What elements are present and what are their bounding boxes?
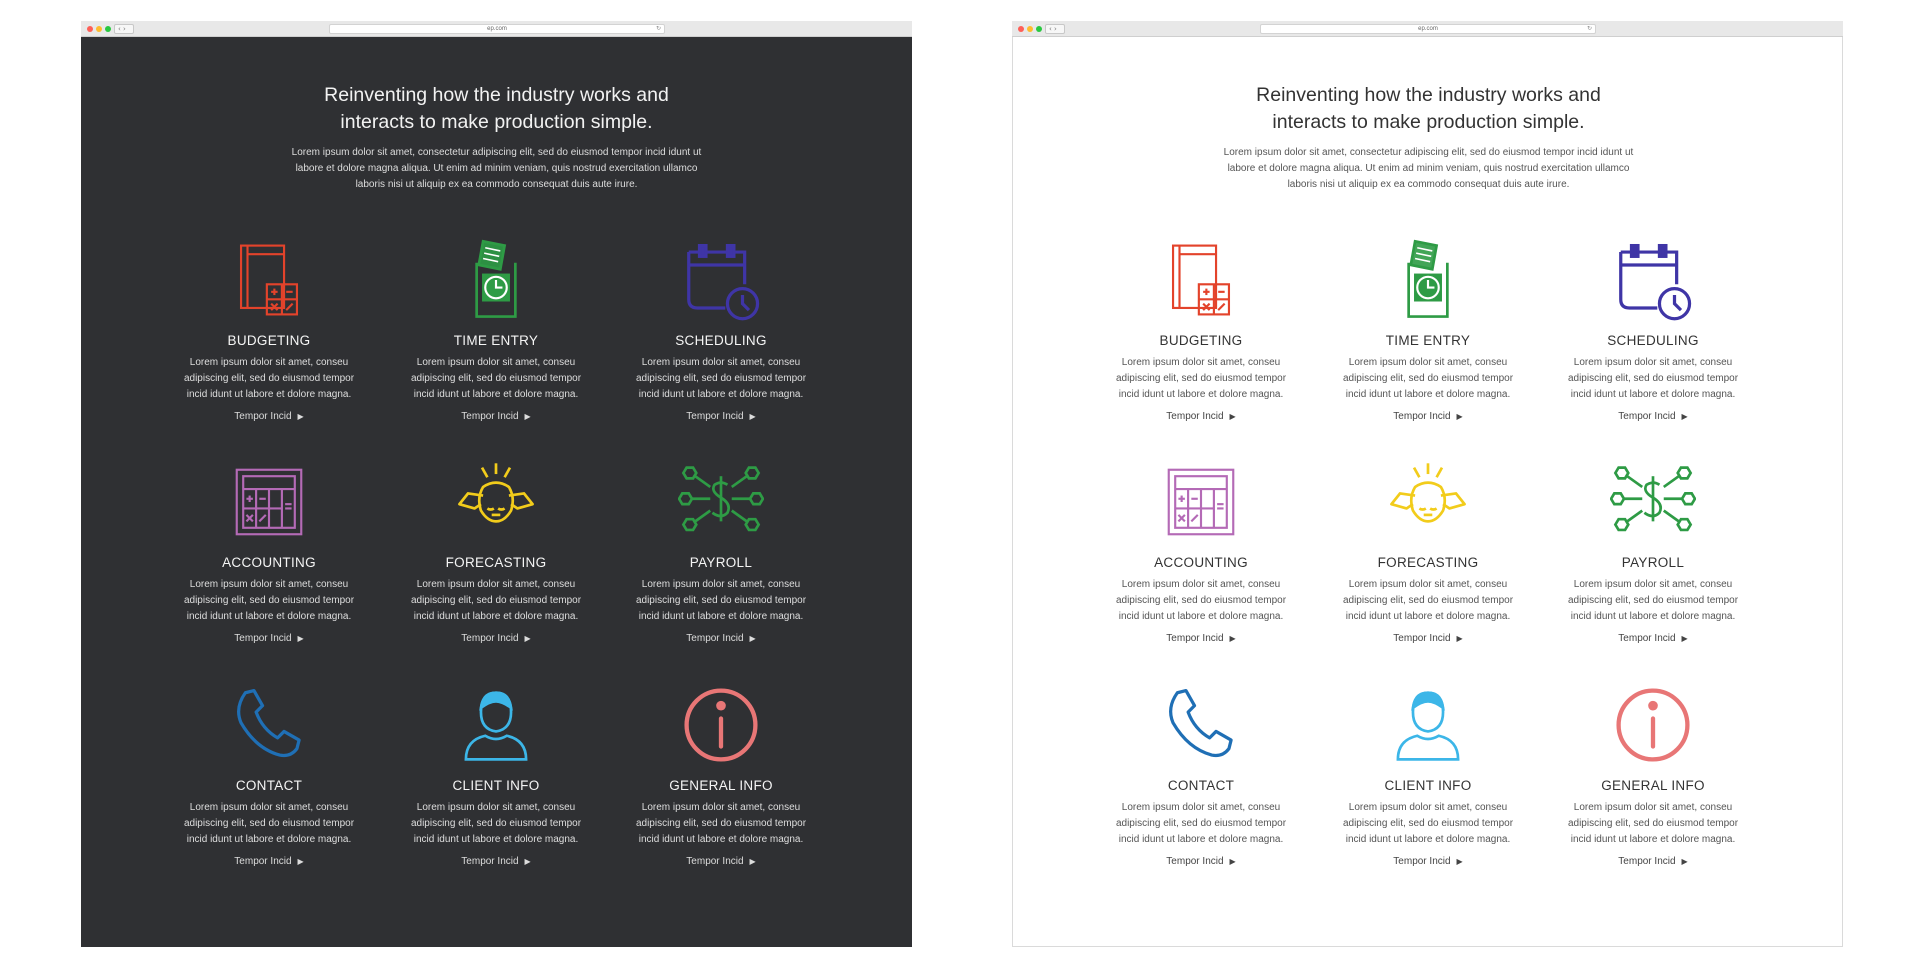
feature-link-label: Tempor Incid — [461, 856, 519, 867]
feature-link[interactable] — [461, 856, 530, 867]
feature-link[interactable] — [461, 411, 530, 422]
hero-line-2: interacts to make production simple. — [340, 111, 653, 133]
play-arrow-icon: ▶ — [749, 857, 756, 866]
feature-description: Lorem ipsum dolor sit amet, conseu adipiscing elit, sed do eiusmod tempor incid idunt ut labore et dolore magna. — [183, 802, 355, 845]
feature-description: Lorem ipsum dolor sit amet, conseu adipiscing elit, sed do eiusmod tempor incid idunt ut labore et dolore magna. — [635, 802, 807, 845]
browser-toolbar — [81, 21, 912, 37]
feature-card-client-info — [1333, 682, 1523, 869]
play-arrow-icon: ▶ — [1229, 412, 1236, 421]
url-text: ep.com — [1418, 26, 1438, 32]
play-arrow-icon: ▶ — [297, 412, 304, 421]
play-arrow-icon: ▶ — [749, 634, 756, 643]
feature-card-budgeting — [1106, 237, 1296, 424]
feature-card-accounting — [174, 459, 364, 646]
calendar-clock-icon — [678, 237, 764, 323]
address-bar[interactable] — [329, 24, 665, 34]
minimize-window-button[interactable] — [1027, 26, 1033, 32]
feature-title: TIME ENTRY — [453, 333, 539, 348]
feature-title: BUDGETING — [227, 333, 311, 348]
minimize-window-button[interactable] — [96, 26, 102, 32]
feature-link-label: Tempor Incid — [686, 856, 744, 867]
feature-description: Lorem ipsum dolor sit amet, conseu adipiscing elit, sed do eiusmod tempor incid idunt ut labore et dolore magna. — [1115, 802, 1287, 845]
play-arrow-icon: ▶ — [524, 857, 531, 866]
user-icon — [453, 682, 539, 768]
feature-title: CLIENT INFO — [452, 778, 540, 793]
play-arrow-icon: ▶ — [524, 634, 531, 643]
feature-description: Lorem ipsum dolor sit amet, conseu adipiscing elit, sed do eiusmod tempor incid idunt ut labore et dolore magna. — [1567, 802, 1739, 845]
feature-title: GENERAL INFO — [1601, 778, 1705, 793]
feature-link-label: Tempor Incid — [1393, 856, 1451, 867]
play-arrow-icon: ▶ — [1456, 634, 1463, 643]
feature-card-contact — [174, 682, 364, 869]
feature-link-label: Tempor Incid — [1618, 411, 1676, 422]
back-icon[interactable]: ‹ — [118, 25, 121, 33]
play-arrow-icon: ▶ — [1456, 857, 1463, 866]
feature-card-time-entry — [401, 237, 591, 424]
feature-link[interactable] — [686, 856, 755, 867]
play-arrow-icon: ▶ — [1229, 634, 1236, 643]
play-arrow-icon: ▶ — [524, 412, 531, 421]
feature-card-scheduling — [1558, 237, 1748, 424]
feature-link-label: Tempor Incid — [1393, 633, 1451, 644]
feature-description: Lorem ipsum dolor sit amet, conseu adipiscing elit, sed do eiusmod tempor incid idunt ut labore et dolore magna. — [410, 357, 582, 400]
feature-link[interactable] — [1393, 856, 1462, 867]
feature-link[interactable] — [1166, 633, 1235, 644]
forward-icon[interactable]: › — [1054, 25, 1057, 33]
maximize-window-button[interactable] — [105, 26, 111, 32]
calendar-clock-icon — [1610, 237, 1696, 323]
feature-link-label: Tempor Incid — [234, 856, 292, 867]
feature-link[interactable] — [234, 411, 303, 422]
user-icon — [1385, 682, 1471, 768]
hero-line-2: interacts to make production simple. — [1272, 111, 1585, 133]
feature-card-payroll — [626, 459, 816, 646]
feature-description: Lorem ipsum dolor sit amet, conseu adipiscing elit, sed do eiusmod tempor incid idunt ut labore et dolore magna. — [1567, 357, 1739, 400]
feature-link-label: Tempor Incid — [234, 633, 292, 644]
play-arrow-icon: ▶ — [1456, 412, 1463, 421]
dollar-network-icon — [678, 459, 764, 545]
feature-description: Lorem ipsum dolor sit amet, conseu adipiscing elit, sed do eiusmod tempor incid idunt ut labore et dolore magna. — [1342, 802, 1514, 845]
hero-line-1: Reinventing how the industry works and — [324, 84, 669, 106]
feature-card-contact — [1106, 682, 1296, 869]
feature-link[interactable] — [461, 633, 530, 644]
feature-link[interactable] — [686, 633, 755, 644]
feature-link-label: Tempor Incid — [1393, 411, 1451, 422]
feature-card-accounting — [1106, 459, 1296, 646]
play-arrow-icon: ▶ — [297, 634, 304, 643]
feature-title: FORECASTING — [445, 555, 547, 570]
feature-description: Lorem ipsum dolor sit amet, conseu adipiscing elit, sed do eiusmod tempor incid idunt ut labore et dolore magna. — [1115, 579, 1287, 622]
hero-intro: Lorem ipsum dolor sit amet, consectetur adipiscing elit, sed do eiusmod tempor incid idunt ut labore et dolore magna aliqua. Ut enim ad minim veniam, quis nostrud exercitation ullamco laboris nisi ut aliquip ex ea commodo consequat duis aute irure. — [1223, 147, 1634, 190]
feature-card-scheduling — [626, 237, 816, 424]
back-forward-buttons[interactable] — [1045, 24, 1065, 34]
feature-title: ACCOUNTING — [1154, 555, 1248, 570]
feature-description: Lorem ipsum dolor sit amet, conseu adipiscing elit, sed do eiusmod tempor incid idunt ut labore et dolore magna. — [183, 579, 355, 622]
feature-link[interactable] — [1618, 411, 1687, 422]
feature-title: FORECASTING — [1377, 555, 1479, 570]
close-window-button[interactable] — [87, 26, 93, 32]
feature-title: PAYROLL — [689, 555, 753, 570]
play-arrow-icon: ▶ — [1681, 634, 1688, 643]
feature-card-time-entry — [1333, 237, 1523, 424]
hero-headline — [81, 82, 912, 136]
feature-description: Lorem ipsum dolor sit amet, conseu adipiscing elit, sed do eiusmod tempor incid idunt ut labore et dolore magna. — [1567, 579, 1739, 622]
feature-link-label: Tempor Incid — [1166, 856, 1224, 867]
feature-link[interactable] — [1166, 411, 1235, 422]
feature-description: Lorem ipsum dolor sit amet, conseu adipiscing elit, sed do eiusmod tempor incid idunt ut labore et dolore magna. — [410, 579, 582, 622]
feature-description: Lorem ipsum dolor sit amet, conseu adipiscing elit, sed do eiusmod tempor incid idunt ut labore et dolore magna. — [635, 357, 807, 400]
hero-line-1: Reinventing how the industry works and — [1256, 84, 1601, 106]
budget-book-calculator-icon — [1158, 237, 1244, 323]
play-arrow-icon: ▶ — [297, 857, 304, 866]
feature-title: ACCOUNTING — [222, 555, 316, 570]
feature-link[interactable] — [1393, 411, 1462, 422]
play-arrow-icon: ▶ — [1681, 412, 1688, 421]
feature-card-client-info — [401, 682, 591, 869]
feature-card-general-info — [626, 682, 816, 869]
feature-card-general-info — [1558, 682, 1748, 869]
feature-description: Lorem ipsum dolor sit amet, conseu adipiscing elit, sed do eiusmod tempor incid idunt ut labore et dolore magna. — [635, 579, 807, 622]
info-icon — [1610, 682, 1696, 768]
page-content — [1012, 37, 1843, 947]
reload-icon[interactable]: ↻ — [1586, 25, 1592, 32]
feature-title: CLIENT INFO — [1384, 778, 1472, 793]
reload-icon[interactable]: ↻ — [655, 25, 661, 32]
play-arrow-icon: ▶ — [749, 412, 756, 421]
feature-card-forecasting — [401, 459, 591, 646]
page-content — [81, 37, 912, 947]
feature-link[interactable] — [234, 856, 303, 867]
feature-link[interactable] — [1618, 633, 1687, 644]
thinking-head-icon — [1385, 459, 1471, 545]
feature-title: PAYROLL — [1621, 555, 1685, 570]
timesheet-clock-icon — [453, 237, 539, 323]
play-arrow-icon: ▶ — [1681, 857, 1688, 866]
feature-description: Lorem ipsum dolor sit amet, conseu adipiscing elit, sed do eiusmod tempor incid idunt ut labore et dolore magna. — [1342, 357, 1514, 400]
browser-window-dark — [81, 21, 912, 947]
feature-link-label: Tempor Incid — [1618, 856, 1676, 867]
timesheet-clock-icon — [1385, 237, 1471, 323]
play-arrow-icon: ▶ — [1229, 857, 1236, 866]
feature-title: BUDGETING — [1159, 333, 1243, 348]
close-window-button[interactable] — [1018, 26, 1024, 32]
feature-link[interactable] — [234, 633, 303, 644]
browser-window-light — [1012, 21, 1843, 947]
dollar-network-icon — [1610, 459, 1696, 545]
info-icon — [678, 682, 764, 768]
feature-description: Lorem ipsum dolor sit amet, conseu adipiscing elit, sed do eiusmod tempor incid idunt ut labore et dolore magna. — [1115, 357, 1287, 400]
calculator-icon — [226, 459, 312, 545]
address-bar[interactable] — [1260, 24, 1596, 34]
hero-headline — [1013, 82, 1844, 136]
feature-link-label: Tempor Incid — [686, 411, 744, 422]
feature-link-label: Tempor Incid — [461, 411, 519, 422]
feature-link-label: Tempor Incid — [234, 411, 292, 422]
feature-link[interactable] — [1393, 633, 1462, 644]
budget-book-calculator-icon — [226, 237, 312, 323]
feature-card-payroll — [1558, 459, 1748, 646]
feature-title: GENERAL INFO — [669, 778, 773, 793]
feature-link[interactable] — [1618, 856, 1687, 867]
feature-title: CONTACT — [1167, 778, 1235, 793]
feature-description: Lorem ipsum dolor sit amet, conseu adipiscing elit, sed do eiusmod tempor incid idunt ut labore et dolore magna. — [1342, 579, 1514, 622]
phone-icon — [226, 682, 312, 768]
feature-card-budgeting — [174, 237, 364, 424]
forward-icon[interactable]: › — [123, 25, 126, 33]
maximize-window-button[interactable] — [1036, 26, 1042, 32]
feature-title: SCHEDULING — [1607, 333, 1699, 348]
feature-title: CONTACT — [235, 778, 303, 793]
feature-link[interactable] — [686, 411, 755, 422]
feature-link-label: Tempor Incid — [1166, 633, 1224, 644]
feature-title: SCHEDULING — [675, 333, 767, 348]
feature-description: Lorem ipsum dolor sit amet, conseu adipiscing elit, sed do eiusmod tempor incid idunt ut labore et dolore magna. — [183, 357, 355, 400]
feature-link[interactable] — [1166, 856, 1235, 867]
feature-link-label: Tempor Incid — [1166, 411, 1224, 422]
hero-intro: Lorem ipsum dolor sit amet, consectetur adipiscing elit, sed do eiusmod tempor incid idunt ut labore et dolore magna aliqua. Ut enim ad minim veniam, quis nostrud exercitation ullamco laboris nisi ut aliquip ex ea commodo consequat duis aute irure. — [291, 147, 702, 190]
feature-link-label: Tempor Incid — [1618, 633, 1676, 644]
back-forward-buttons[interactable] — [114, 24, 134, 34]
url-text: ep.com — [487, 26, 507, 32]
back-icon[interactable]: ‹ — [1049, 25, 1052, 33]
feature-link-label: Tempor Incid — [461, 633, 519, 644]
browser-toolbar — [1012, 21, 1843, 37]
phone-icon — [1158, 682, 1244, 768]
thinking-head-icon — [453, 459, 539, 545]
feature-card-forecasting — [1333, 459, 1523, 646]
feature-description: Lorem ipsum dolor sit amet, conseu adipiscing elit, sed do eiusmod tempor incid idunt ut labore et dolore magna. — [410, 802, 582, 845]
calculator-icon — [1158, 459, 1244, 545]
feature-title: TIME ENTRY — [1385, 333, 1471, 348]
feature-link-label: Tempor Incid — [686, 633, 744, 644]
